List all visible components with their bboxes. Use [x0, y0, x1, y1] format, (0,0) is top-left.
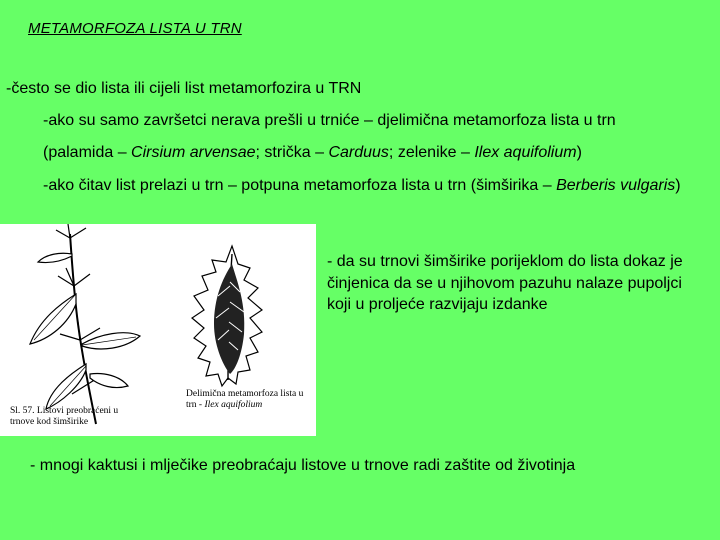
- illustration-figure: [0, 224, 316, 436]
- spines-evidence-text: - da su trnovi šimširike porijeklom do lista dokaz je činjenica da se u njihovom pazuhu nalaze pupoljci koji u proljeće razvijaju izdanke: [327, 253, 683, 313]
- figure-caption-left: Sl. 57. Listovi preobraćeni u trnove kod šimširike: [10, 406, 119, 427]
- partial-metamorphosis-text: -ako su samo završetci nerava prešli u trniće – djelimična metamorfoza lista u trn: [43, 112, 616, 129]
- page-title: METAMORFOZA LISTA U TRN: [28, 20, 242, 37]
- full-metamorphosis-text: -ako čitav list prelazi u trn – potpuna metamorfoza lista u trn (šimširika – Berberis vulgaris): [43, 177, 681, 194]
- cacti-text: - mnogi kaktusi i mlječike preobraćaju listove u trnove radi zaštite od životinja: [30, 457, 576, 474]
- intro-line: -često se dio lista ili cijeli list metamorfozira u TRN: [6, 80, 362, 97]
- figure-caption-right: Delimična metamorfoza lista u trn - Ilex aquifolium: [186, 389, 304, 410]
- examples-text: (palamida – Cirsium arvensae; strička – Carduus; zelenike – Ilex aquifolium): [43, 144, 582, 161]
